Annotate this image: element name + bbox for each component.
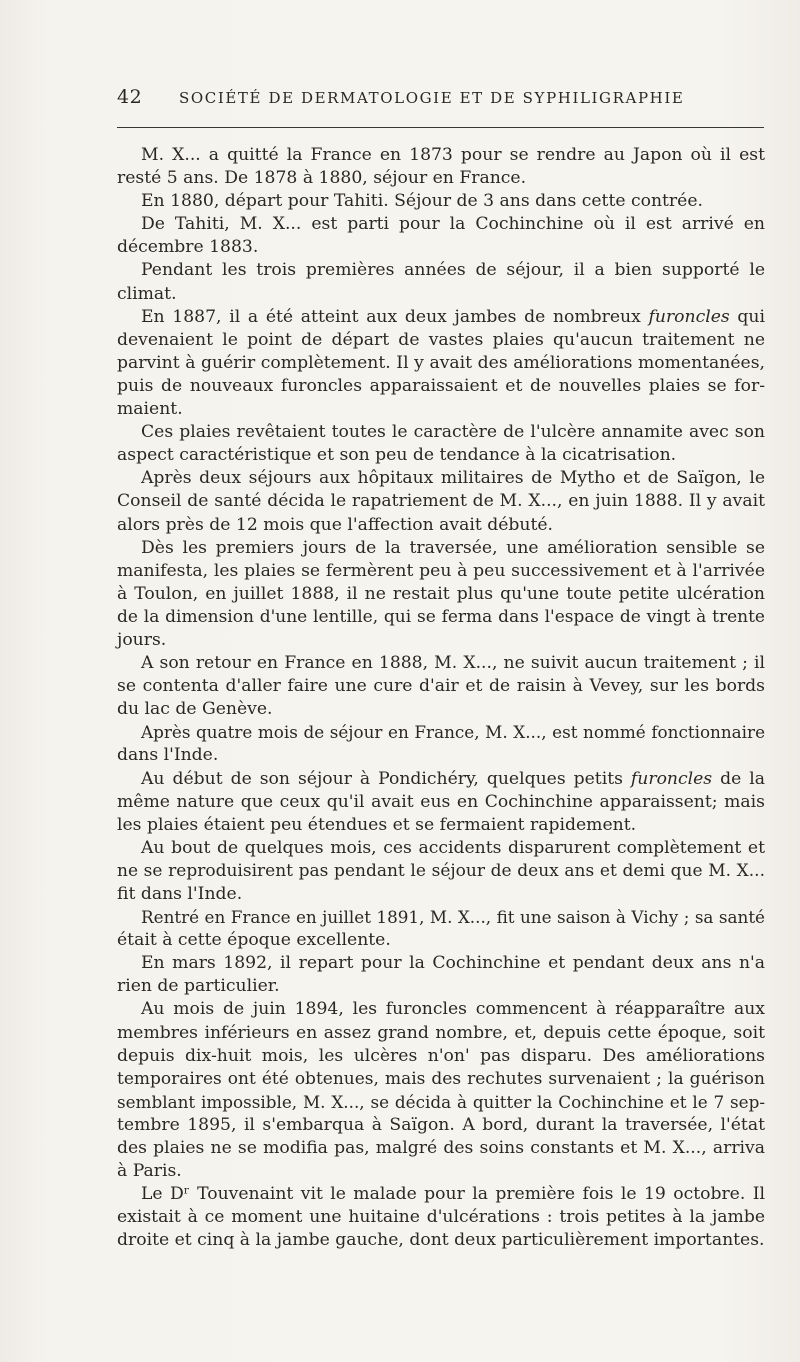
text-line: Pendant les trois premières années de séjour, il a bien supporté le	[141, 260, 765, 281]
text-line: se contenta d'aller faire une cure d'air et de raisin à Vevey, sur les bords	[117, 676, 765, 697]
text-line: puis de nouveaux furoncles apparaissaient et de nouvelles plaies se for-	[117, 375, 765, 396]
text-line: depuis dix-huit mois, les ulcères n'on' pas disparu. Des améliorations	[117, 1045, 765, 1066]
text-segment: qui	[729, 306, 765, 327]
text-line: Le Dʳ Touvenaint vit le malade pour la première fois le 19 octobre. Il	[141, 1184, 765, 1205]
text-line: des plaies ne se modifia pas, malgré des soins constants et M. X..., arriva	[117, 1138, 765, 1159]
text-line: Conseil de santé décida le rapatriement de M. X..., en juin 1888. Il y avait	[117, 491, 765, 512]
text-line: semblant impossible, M. X..., se décida à quitter la Cochinchine et le 7 sep-	[117, 1091, 765, 1112]
text-segment: Au début de son séjour à Pondichéry, quelques petits	[141, 768, 631, 789]
text-line: temporaires ont été obtenues, mais des rechutes survenaient ; la guérison	[117, 1068, 765, 1089]
text-line: Dès les premiers jours de la traversée, une amélioration sensible se	[141, 537, 765, 558]
text-line: climat.	[117, 283, 177, 304]
text-line: existait à ce moment une huitaine d'ulcérations : trois petites à la jambe	[117, 1207, 765, 1228]
text-line: Ces plaies revêtaient toutes le caractère de l'ulcère annamite avec son	[141, 422, 765, 443]
text-line: même nature que ceux qu'il avait eus en Cochinchine apparaissent; mais	[117, 791, 765, 812]
text-line: maient.	[117, 399, 183, 420]
text-line: Au bout de quelques mois, ces accidents disparurent complètement et	[141, 837, 765, 858]
text-line: aspect caractéristique et son peu de tendance à la cicatrisation.	[117, 445, 677, 466]
page-header	[117, 86, 764, 114]
text-line: De Tahiti, M. X... est parti pour la Cochinchine où il est arrivé en	[141, 214, 765, 235]
text-line	[117, 768, 765, 791]
page-number: 42	[117, 86, 143, 108]
text-line: droite et cinq à la jambe gauche, dont deux particulièrement importantes.	[117, 1230, 765, 1251]
text-line: les plaies étaient peu étendues et se fermaient rapidement.	[117, 814, 637, 835]
text-line: était à cette époque excellente.	[117, 930, 391, 951]
text-line: décembre 1883.	[117, 237, 259, 258]
text-line: fit dans l'Inde.	[117, 884, 243, 904]
text-line: En mars 1892, il repart pour la Cochinchine et pendant deux ans n'a	[141, 953, 765, 974]
text-line: jours.	[117, 629, 167, 650]
italic-term: furoncles	[648, 306, 730, 327]
italic-term: furoncles	[630, 768, 713, 789]
body-text	[117, 144, 765, 1253]
text-segment: En 1887, il a été atteint aux deux jambes de nombreux	[141, 306, 649, 327]
running-title: SOCIÉTÉ DE DERMATOLOGIE ET DE SYPHILIGRAPHIE	[179, 89, 685, 107]
text-line: parvint à guérir complètement. Il y avait des améliorations momentanées,	[117, 352, 765, 373]
text-line: dans l'Inde.	[117, 745, 219, 766]
text-line: ne se reproduisirent pas pendant le séjour de deux ans et demi que M. X...	[117, 860, 765, 881]
header-rule	[117, 127, 764, 128]
text-line: alors près de 12 mois que l'affection avait débuté.	[117, 514, 553, 535]
text-line: resté 5 ans. De 1878 à 1880, séjour en France.	[117, 168, 527, 189]
text-line: En 1880, départ pour Tahiti. Séjour de 3 ans dans cette contrée.	[141, 191, 703, 212]
text-line: Après deux séjours aux hôpitaux militaires de Mytho et de Saïgon, le	[141, 468, 765, 489]
text-line: rien de particulier.	[117, 976, 280, 997]
text-line: de la dimension d'une lentille, qui se ferma dans l'espace de vingt à trente	[117, 606, 765, 627]
text-line	[117, 306, 765, 329]
text-line: Rentré en France en juillet 1891, M. X..., fit une saison à Vichy ; sa santé	[141, 907, 765, 928]
text-line: devenaient le point de départ de vastes plaies qu'aucun traitement ne	[117, 329, 765, 350]
text-line: membres inférieurs en assez grand nombre, et, depuis cette époque, soit	[117, 1022, 765, 1043]
text-line: Après quatre mois de séjour en France, M. X..., est nommé fonctionnaire	[141, 722, 765, 743]
text-line: manifesta, les plaies se fermèrent peu à peu successivement et à l'arrivée	[117, 560, 765, 581]
text-segment: de la	[712, 768, 765, 789]
text-line: Au mois de juin 1894, les furoncles commencent à réapparaître aux	[141, 999, 765, 1020]
text-line: tembre 1895, il s'embarqua à Saïgon. A bord, durant la traversée, l'état	[117, 1114, 765, 1135]
text-line: du lac de Genève.	[117, 699, 273, 720]
text-line: à Paris.	[117, 1161, 182, 1182]
text-line: A son retour en France en 1888, M. X..., ne suivit aucun traitement ; il	[141, 653, 765, 674]
text-line: M. X... a quitté la France en 1873 pour se rendre au Japon où il est	[141, 145, 765, 165]
text-line: à Toulon, en juillet 1888, il ne restait plus qu'une toute petite ulcération	[117, 583, 765, 604]
